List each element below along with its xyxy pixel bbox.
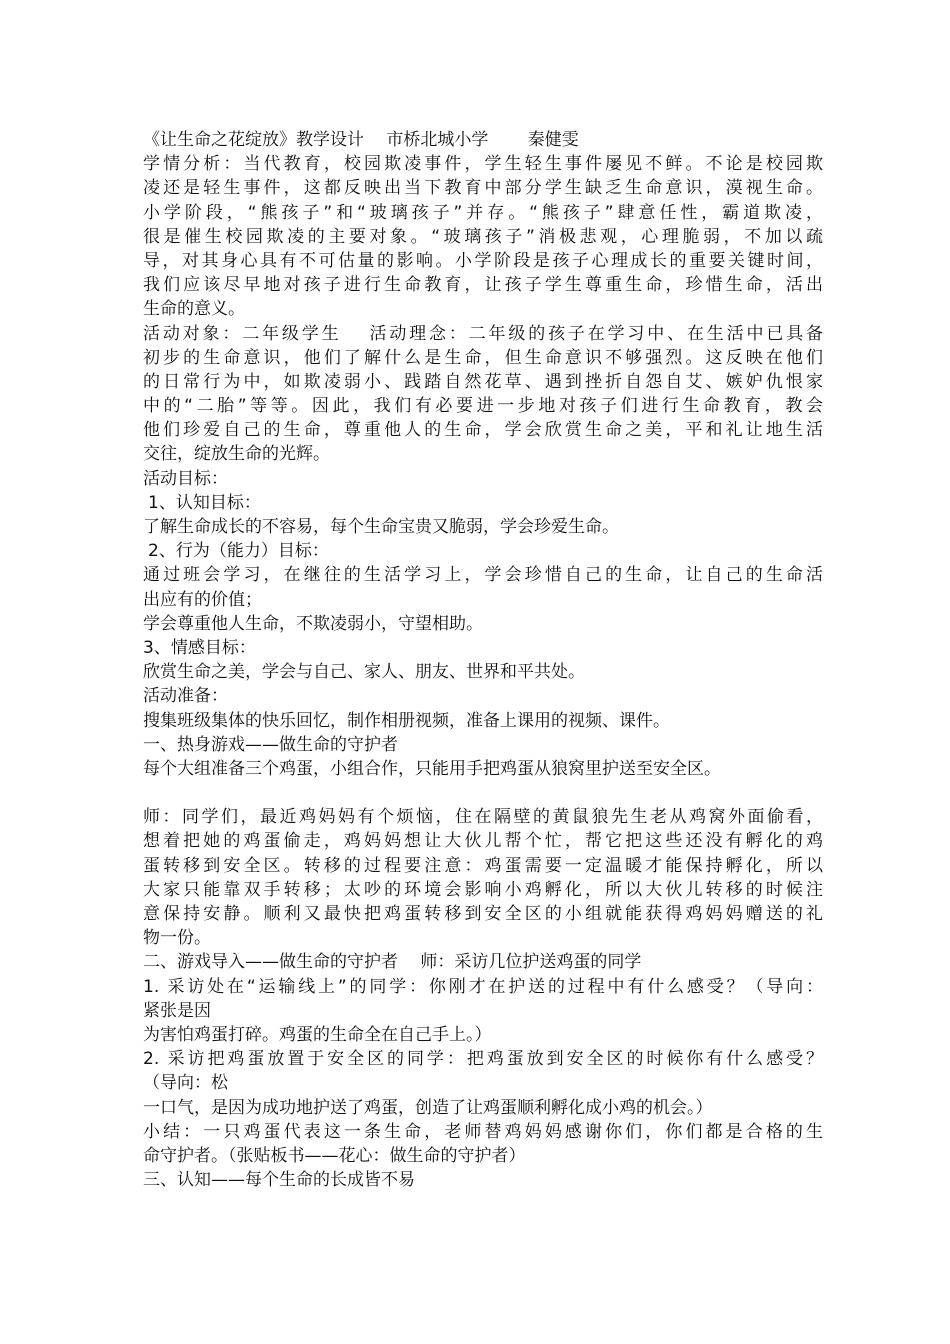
- section-heading: 活动目标：: [143, 468, 228, 489]
- paragraph-line: 搜集班级集体的快乐回忆，制作相册视频，准备上课用的视频、课件。: [143, 710, 670, 731]
- paragraph-line: 为害怕鸡蛋打碎。鸡蛋的生命全在自己手上。）: [143, 1024, 492, 1045]
- paragraph-line: 想着把她的鸡蛋偷走，鸡妈妈想让大伙儿帮个忙，帮它把这些还没有孵化的鸡: [143, 831, 823, 852]
- section-heading: 活动准备：: [143, 686, 228, 707]
- section-heading: 三、认知——每个生命的长成皆不易: [143, 1170, 415, 1191]
- section-heading: 二、游戏导入——做生命的守护者 师：采访几位护送鸡蛋的同学: [143, 952, 642, 973]
- paragraph-line: 学会尊重他人生命，不欺凌弱小，守望相助。: [143, 613, 483, 634]
- paragraph-line: 交往，绽放生命的光辉。: [143, 444, 330, 465]
- paragraph-line: 学情分析：当代教育，校园欺凌事件，学生轻生事件屡见不鲜。不论是校园欺: [143, 154, 823, 175]
- paragraph-line: 他们珍爱自己的生命，尊重他人的生命，学会欣赏生命之美，平和礼让地生活: [143, 420, 823, 441]
- paragraph-line: 1. 采访处在“运输线上”的同学：你刚才在护送的过程中有什么感受？（导向：: [143, 976, 823, 997]
- paragraph-line: 意保持安静。顺利又最快把鸡蛋转移到安全区的小组就能获得鸡妈妈赠送的礼: [143, 904, 823, 924]
- paragraph-line: 很是催生校园欺凌的主要对象。“玻璃孩子”消极悲观，心理脆弱，不加以疏: [143, 226, 823, 247]
- subsection-heading: 2、行为（能力）目标：: [148, 541, 329, 562]
- paragraph-line: 蛋转移到安全区。转移的过程要注意：鸡蛋需要一定温暖才能保持孵化，所以: [143, 855, 823, 876]
- paragraph-line: 生命的意义。: [143, 299, 245, 320]
- paragraph-line: 小结：一只鸡蛋代表这一条生命，老师替鸡妈妈感谢你们，你们都是合格的生: [143, 1121, 823, 1142]
- paragraph-line: （导向：松: [143, 1073, 228, 1094]
- section-heading: 一、热身游戏——做生命的守护者: [143, 734, 398, 755]
- paragraph-line: 2. 采访把鸡蛋放置于安全区的同学：把鸡蛋放到安全区的时候你有什么感受？: [143, 1049, 823, 1070]
- paragraph-line: 初步的生命意识，他们了解什么是生命，但生命意识不够强烈。这反映在他们: [143, 347, 823, 368]
- document-page: [143, 128, 823, 1192]
- paragraph-line: 了解生命成长的不容易，每个生命宝贵又脆弱，学会珍爱生命。: [143, 517, 619, 537]
- paragraph-line: 的日常行为中，如欺凌弱小、践踏自然花草、遇到挫折自怨自艾、嫉妒仇恨家: [143, 371, 823, 392]
- paragraph-line: 中的“二胎”等等。因此，我们有必要进一步地对孩子们进行生命教育，教会: [143, 396, 823, 417]
- paragraph-line: 物一份。: [143, 928, 211, 949]
- subsection-heading: 1、认知目标：: [148, 492, 261, 513]
- subsection-heading: 3、情感目标：: [143, 637, 256, 658]
- paragraph-line: 我们应该尽早地对孩子进行生命教育，让孩子学生尊重生命，珍惜生命，活出: [143, 275, 823, 296]
- blank-line: [143, 781, 823, 805]
- paragraph-line: 通过班会学习，在继往的生活学习上，学会珍惜自己的生命，让自己的生命活: [143, 565, 823, 586]
- paragraph-line: 命守护者。（张贴板书——花心：做生命的守护者）: [143, 1145, 526, 1166]
- paragraph-line: 小学阶段，“熊孩子”和“玻璃孩子”并存。“熊孩子”肆意任性，霸道欺凌，: [143, 202, 823, 223]
- paragraph-line: 出应有的价值；: [143, 589, 262, 610]
- paragraph-line: 大家只能靠双手转移；太吵的环境会影响小鸡孵化，所以大伙儿转移的时候注: [143, 879, 823, 900]
- document-title: 《让生命之花绽放》教学设计 市桥北城小学 秦健雯: [143, 130, 579, 150]
- paragraph-line: 导，对其身心具有不可估量的影响。小学阶段是孩子心理成长的重要关键时间，: [143, 250, 823, 271]
- paragraph-line: 每个大组准备三个鸡蛋，小组合作，只能用手把鸡蛋从狼窝里护送至安全区。: [143, 758, 721, 779]
- paragraph-line: 师：同学们，最近鸡妈妈有个烦恼，住在隔壁的黄鼠狼先生老从鸡窝外面偷看，: [143, 807, 823, 828]
- paragraph-line: 凌还是轻生事件，这都反映出当下教育中部分学生缺乏生命意识，漠视生命。: [143, 178, 823, 199]
- paragraph-line: 欣赏生命之美，学会与自己、家人、朋友、世界和平共处。: [143, 662, 585, 683]
- paragraph-line: 活动对象：二年级学生 活动理念：二年级的孩子在学习中、在生活中已具备: [143, 323, 823, 344]
- paragraph-line: 紧张是因: [143, 1000, 211, 1021]
- paragraph-line: 一口气，是因为成功地护送了鸡蛋，创造了让鸡蛋顺利孵化成小鸡的机会。）: [143, 1097, 713, 1118]
